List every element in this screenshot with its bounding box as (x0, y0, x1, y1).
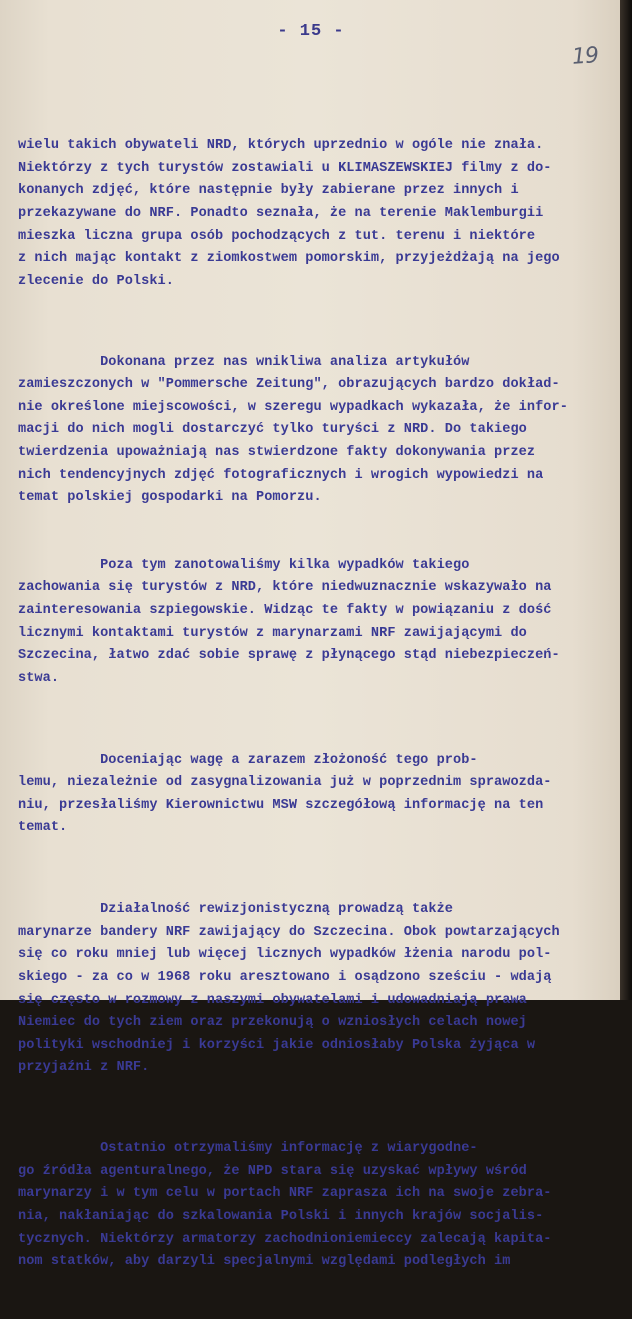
paragraph-6: Ostatnio otrzymaliśmy informację z wiarygodne- go źródła agenturalnego, że NPD stara się uzyskać wpływy wśród marynarzy i w tym celu w portach NRF zaprasza ich na swoje zebra- nia, nakłaniając do szkalowania Polski i innych krajów socjalis- tycznych. Niektórzy armatorzy zachodnioniemieccy zalecają kapita- nom statków, aby darzyli specjalnymi względami podległych im (18, 1141, 552, 1270)
paragraph-4: Doceniając wagę a zarazem złożoność tego prob- lemu, niezależnie od zasygnalizowania już w poprzednim sprawozda- niu, przesłaliśmy Kierownictwu MSW szczegółową informację na ten temat. (18, 752, 552, 836)
paragraph-1: wielu takich obywateli NRD, których uprzednio w ogóle nie znała. Niektórzy z tych turystów zostawiali u KLIMASZEWSKIEJ filmy z do- konanych zdjęć, które następnie były zabierane przez innych i przekazywane do NRF. Ponadto seznała, że na terenie Maklemburgii mieszka liczna grupa osób pochodzących z tut. terenu i niektóre z nich mając kontakt z ziomkostwem pomorskim, przyjeżdżają na jego zlecenie do Polski. (18, 138, 560, 289)
typewritten-body (18, 90, 624, 1319)
paragraph-3: Poza tym zanotowaliśmy kilka wypadków takiego zachowania się turystów z NRD, które niedwuznacznie wskazywało na zainteresowania szpiegowskie. Widząc te fakty w powiązaniu z dość licznymi kontaktami turystów z marynarzami NRF zawijającymi do Szczecina, łatwo zdać sobie sprawę z płynącego stąd niebezpieczeń- stwa. (18, 557, 560, 686)
paragraph-5: Działalność rewizjonistyczną prowadzą także marynarze bandery NRF zawijający do Szczecina. Obok powtarzających się co roku mniej lub więcej licznych wypadków łżenia narodu pol- skiego - za co w 1968 roku aresztowano i osądzono sześciu - wdają się często w rozmowy z naszymi obywatelami i udowadniają prawa Niemiec do tych ziem oraz przekonują o wzniosłych celach nowej polityki wschodniej i korzyści jakie odniosłaby Polska żyjąca w przyjaźni z NRF. (18, 902, 560, 1076)
handwritten-sheet-number: 19 (571, 43, 599, 70)
page-number: - 15 - (277, 22, 345, 41)
paragraph-2: Dokonana przez nas wnikliwa analiza artykułów zamieszczonych w "Pommersche Zeitung", obrazujących bardzo dokład- nie określone miejscowości, w szeregu wypadkach wykazała, że infor- macji do nich mogli dostarczyć tylko turyści z NRD. Do takiego twierdzenia upoważniają nas stwierdzone fakty dokonywania przez nich tendencyjnych zdjęć fotograficznych i wrogich wypowiedzi na temat polskiej gospodarki na Pomorzu. (18, 354, 568, 506)
page-edge-shadow (620, 0, 632, 1000)
